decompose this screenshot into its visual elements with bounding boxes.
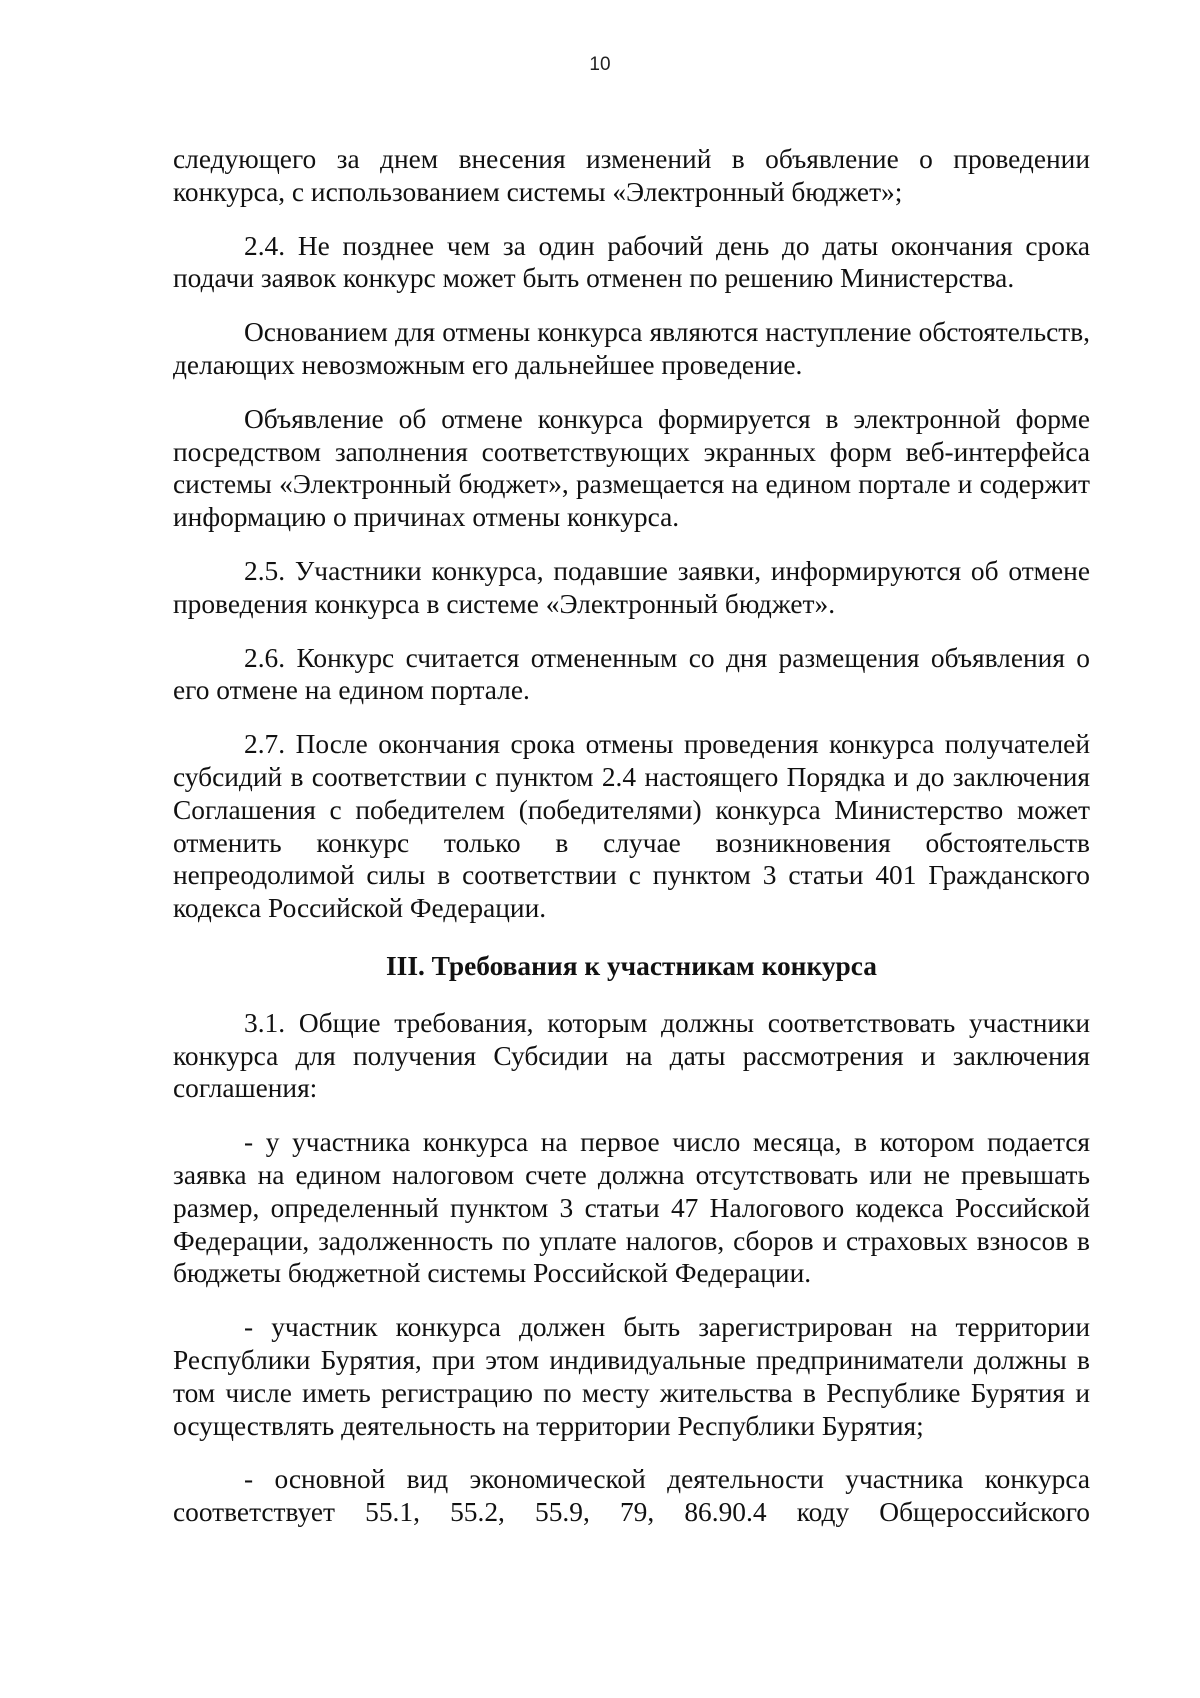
document-body (173, 143, 1090, 1550)
paragraph-2-5: 2.5. Участники конкурса, подавшие заявки, информируются об отмене проведения конкурса в системе «Электронный бюджет». (173, 555, 1090, 619)
paragraph-2-4: 2.4. Не позднее чем за один рабочий день до даты окончания срока подачи заявок конкурс может быть отменен по решению Министерства. (173, 230, 1090, 294)
page-number: 10 (589, 54, 611, 75)
list-item-registration: - участник конкурса должен быть зарегистрирован на территории Республики Бурятия, при этом индивидуальные предприниматели должны в том числе иметь регистрацию по месту жительства в Республике Бурятия и осуществлять деятельность на территории Республики Бурятия; (173, 1312, 1090, 1441)
section-heading: III. Требования к участникам конкурса (386, 950, 877, 981)
paragraph-grounds: Основанием для отмены конкурса являются наступление обстоятельств, делающих невозможным его дальнейшее проведение. (173, 317, 1090, 380)
paragraph-2-7: 2.7. После окончания срока отмены проведения конкурса получателей субсидий в соответствии с пунктом 2.4 настоящего Порядка и до заключения Соглашения с победителем (победителями) конкурса Министерство может отменить конкурс только в случае возникновения обстоятельств непреодолимой силы в соответствии с пунктом 3 статьи 401 Гражданского кодекса Российской Федерации. (173, 729, 1090, 924)
paragraph-2-6: 2.6. Конкурс считается отмененным со дня размещения объявления о его отмене на едином портале. (173, 642, 1090, 706)
paragraph-3-1: 3.1. Общие требования, которым должны соответствовать участники конкурса для получения Субсидии на даты рассмотрения и заключения соглашения: (173, 1007, 1090, 1104)
list-item-activity-code: - основной вид экономической деятельности участника конкурса соответствует 55.1, 55.2, 55.9, 79, 86.90.4 коду Общероссийского (173, 1464, 1090, 1528)
paragraph-continuation: следующего за днем внесения изменений в объявление о проведении конкурса, с использованием системы «Электронный бюджет»; (173, 144, 1090, 207)
list-item-tax-debt: - у участника конкурса на первое число месяца, в котором подается заявка на едином налоговом счете должна отсутствовать или не превышать размер, определенный пунктом 3 статьи 47 Налогового кодекса Российской Федерации, задолженность по уплате налогов, сборов и страховых взносов в бюджеты бюджетной системы Российской Федерации. (173, 1127, 1090, 1289)
paragraph-cancel-notice: Объявление об отмене конкурса формируется в электронной форме посредством заполнения соответствующих экранных форм веб-интерфейса системы «Электронный бюджет», размещается на едином портале и содержит информацию о причинах отмены конкурса. (173, 403, 1090, 533)
